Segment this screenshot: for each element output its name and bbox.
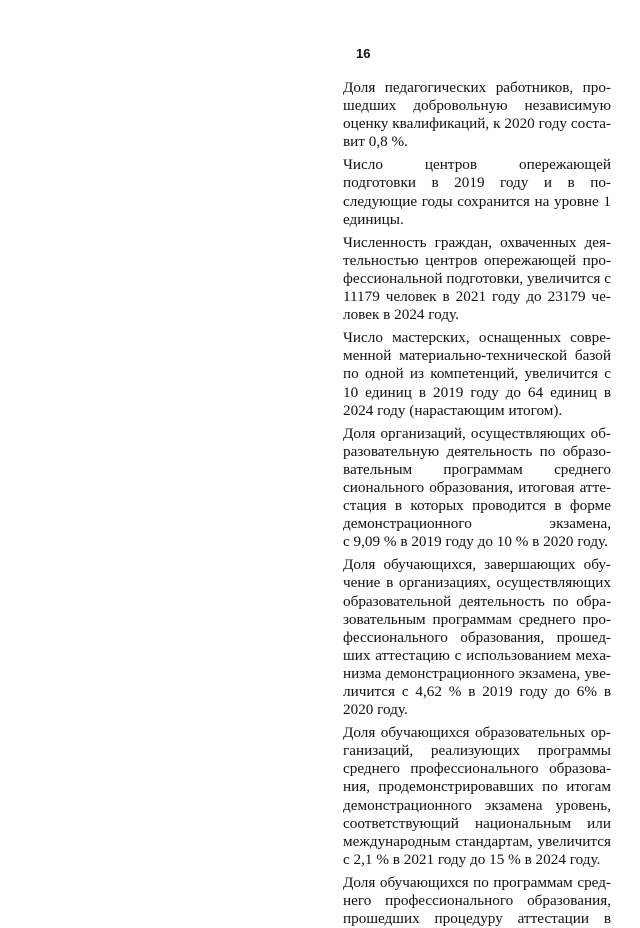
- paragraph: [343, 156, 611, 228]
- text-line: зовательным программам среднего про-: [343, 610, 611, 628]
- text-line: 11179 человек в 2021 году до 23179 че-: [343, 288, 611, 306]
- paragraph: [343, 425, 611, 552]
- text-line: с 2,1 % в 2021 году до 15 % в 2024 году.: [343, 850, 601, 868]
- text-line: 2024 году (нарастающим итогом).: [343, 401, 563, 419]
- text-line: фессионального образования, прошед-: [343, 628, 611, 646]
- text-line: следующие годы сохранится на уровне 1: [343, 192, 611, 210]
- text-line: стация в которых проводится в форме: [343, 497, 611, 515]
- text-line: шедших добровольную независимую: [343, 97, 611, 115]
- text-line: Число мастерских, оснащенных совре-: [343, 329, 611, 347]
- text-line: низма демонстрационного экзамена, уве-: [343, 664, 611, 682]
- text-line: Доля обучающихся по программам сред-: [343, 873, 611, 891]
- text-line: демонстрационного экзамена уровень,: [343, 796, 611, 814]
- text-line: оценку квалификаций, к 2020 году соста-: [343, 115, 611, 133]
- text-line: Число центров опережающей: [343, 156, 611, 174]
- text-line: менной материально-технической базой: [343, 347, 611, 365]
- text-line: 10 единиц в 2019 году до 64 единиц в: [343, 383, 611, 401]
- text-line: вательным программам среднего: [343, 460, 611, 478]
- paragraph: [343, 874, 611, 928]
- text-line: с 9,09 % в 2019 году до 10 % в 2020 году.: [343, 533, 608, 551]
- text-line: 2020 году.: [343, 701, 408, 719]
- text-line: Численность граждан, охваченных дея-: [343, 233, 611, 251]
- text-line: международным стандартам, увеличится: [343, 832, 611, 850]
- text-line: Доля педагогических работников, про-: [343, 79, 611, 96]
- text-line: среднего профессионального образова-: [343, 760, 611, 778]
- paragraph: [343, 724, 611, 869]
- text-line: Доля обучающихся образовательных ор-: [343, 724, 611, 742]
- paragraph: [343, 556, 611, 719]
- text-line: образовательной деятельность по обра-: [343, 592, 611, 610]
- paragraph: [343, 79, 611, 151]
- text-line: него профессионального образования,: [343, 892, 611, 910]
- text-line: по одной из компетенций, увеличится с: [343, 365, 611, 383]
- text-line: тельностью центров опережающей про-: [343, 251, 611, 269]
- page-number: 16: [356, 46, 371, 61]
- text-line: Доля организаций, осуществляющих об-: [343, 424, 611, 442]
- text-line: личится с 4,62 % в 2019 году до 6% в: [343, 683, 611, 700]
- text-line: Доля обучающихся, завершающих обу-: [343, 556, 611, 574]
- text-line: ших аттестацию с использованием меха-: [343, 646, 611, 664]
- text-line: разовательную деятельность по образо-: [343, 442, 611, 460]
- text-line: фессиональной подготовки, увеличится с: [343, 269, 611, 287]
- text-line: соответствующий национальным или: [343, 814, 611, 832]
- paragraph: [343, 329, 611, 419]
- text-line: подготовки в 2019 году и в по-: [343, 174, 611, 192]
- text-line: единицы.: [343, 210, 404, 228]
- text-line: вит 0,8 %.: [343, 133, 408, 151]
- text-line: чение в организациях, осуществляющих: [343, 574, 611, 592]
- text-line: ния, продемонстрировавших по итогам: [343, 778, 611, 796]
- text-line: демонстрационного экзамена,: [343, 515, 611, 533]
- body-text: [343, 79, 611, 928]
- text-line: прошедших процедуру аттестации в: [343, 910, 611, 928]
- text-line: ловек в 2024 году.: [343, 306, 459, 324]
- paragraph: [343, 234, 611, 324]
- text-line: ганизаций, реализующих программы: [343, 742, 611, 760]
- text-line: сионального образования, итоговая атте-: [343, 478, 611, 496]
